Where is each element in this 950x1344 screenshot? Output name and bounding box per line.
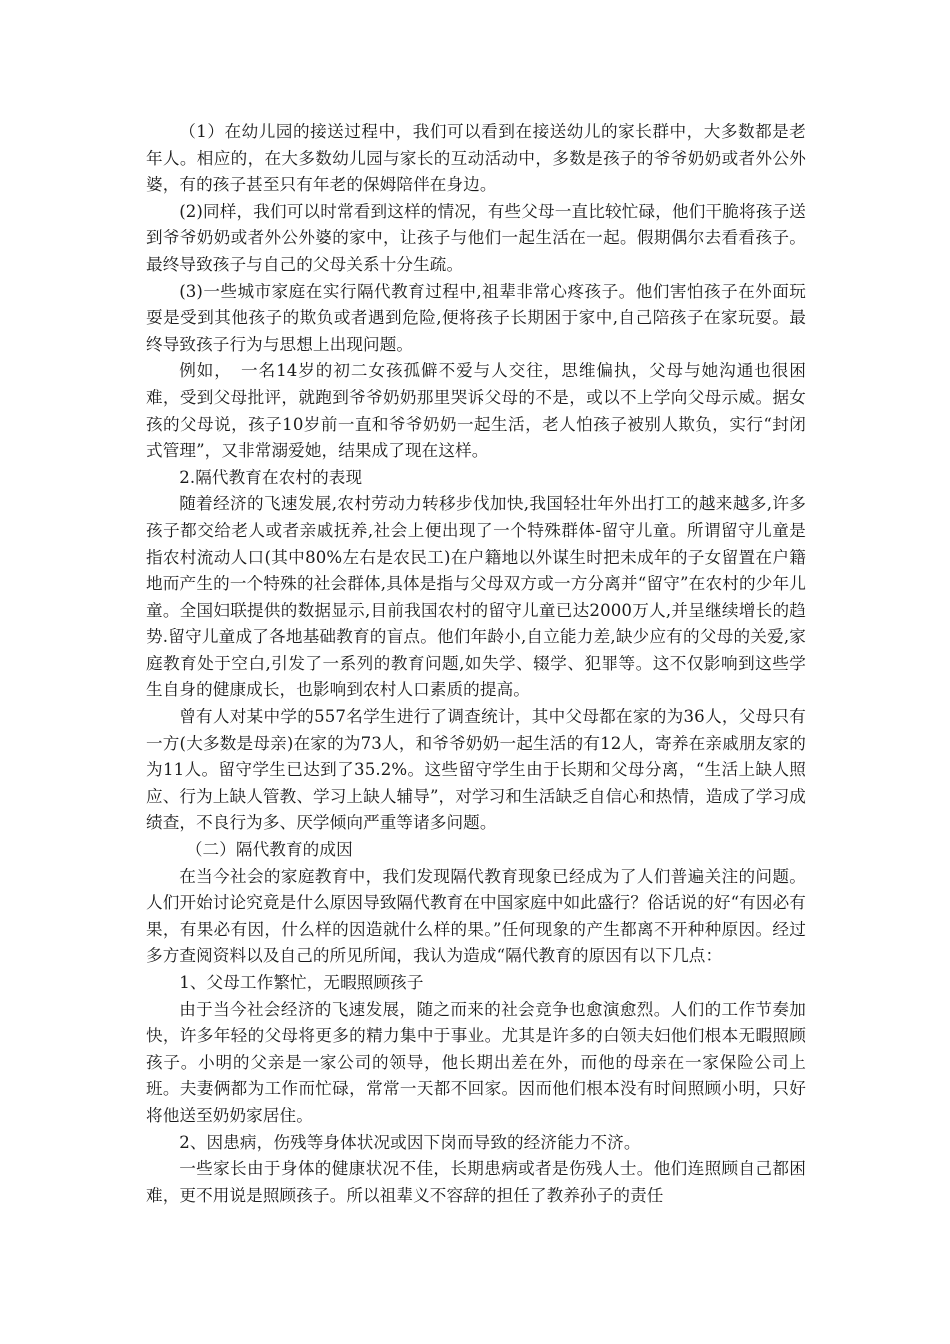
paragraph-busy-parents: (2)同样，我们可以时常看到这样的情况，有些父母一直比较忙碌，他们干脆将孩子送到爷爷奶奶或者外公外婆的家中，让孩子与他们一起生活在一起。假期偶尔去看看孩子。最终导致孩子与自己的父母关系十分生疏。 — [146, 201, 806, 274]
section-heading-rural: 2.隔代教育在农村的表现 — [179, 467, 363, 487]
subheading-cause-1: 1、父母工作繁忙，无暇照顾孩子 — [179, 973, 424, 992]
paragraph-causes-intro: 在当今社会的家庭教育中，我们发现隔代教育现象已经成为了人们普遍关注的问题。人们开始讨论究竟是什么原因导致隔代教育在中国家庭中如此盛行？俗话说的好“有因必有果，有果必有因，什么样的因造就什么样的果。”任何现象的产生都离不开种种原因。经过多方查阅资料以及自己的所见所闻，我认为造成“隔代教育的原因有以下几点： — [146, 866, 806, 966]
paragraph-kindergarten: （1）在幼儿园的接送过程中，我们可以看到在接送幼儿的家长群中，大多数都是老年人。相应的，在大多数幼儿园与家长的互动活动中，多数是孩子的爷爷奶奶或者外公外婆，有的孩子甚至只有年老的保姆陪伴在身边。 — [146, 122, 806, 195]
subheading-cause-2: 2、因患病，伤残等身体状况或因下岗而导致的经济能力不济。 — [179, 1132, 641, 1152]
paragraph-example: 例如， 一名14岁的初二女孩孤僻不爱与人交往，思维偏执，父母与她沟通也很困难，受到父母批评，就跑到爷爷奶奶那里哭诉父母的不是，或以不上学向父母示威。据女孩的父母说，孩子10岁前一直和爷爷奶奶一起生活，老人怕孩子被别人欺负，实行“封闭式管理”，又非常溺爱她，结果成了现在这样。 — [146, 361, 806, 461]
paragraph-left-behind-children: 随着经济的飞速发展,农村劳动力转移步伐加快,我国轻壮年外出打工的越来越多,许多孩子都交给老人或者亲戚抚养,社会上便出现了一个特殊群体-留守儿童。所谓留守儿童是指农村流动人口(其中80%左右是农民工)在户籍地以外谋生时把未成年的子女留置在户籍地而产生的一个特殊的社会群体,具体是指与父母双方或一方分离并“留守”在农村的少年儿童。全国妇联提供的数据显示,目前我国农村的留守儿童已达2000万人,并呈继续增长的趋势.留守儿童成了各地基础教育的盲点。他们年龄小,自立能力差,缺少应有的父母的关爱,家庭教育处于空白,引发了一系列的教育问题,如失学、辍学、犯罪等。这不仅影响到这些学生自身的健康成长，也影响到农村人口素质的提高。 — [146, 494, 806, 700]
paragraph-cause-1: 由于当今社会经济的飞速发展，随之而来的社会竞争也愈演愈烈。人们的工作节奏加快，许多年轻的父母将更多的精力集中于事业。尤其是许多的白领夫妇他们根本无暇照顾孩子。小明的父亲是一家公司的领导，他长期出差在外，而他的母亲在一家保险公司上班。夫妻俩都为工作而忙碌，常常一天都不回家。因而他们根本没有时间照顾小明，只好将他送至奶奶家居住。 — [146, 999, 806, 1125]
paragraph-cause-2: 一些家长由于身体的健康状况不佳，长期患病或者是伤残人士。他们连照顾自己都困难，更不用说是照顾孩子。所以祖辈义不容辞的担任了教养孙子的责任 — [146, 1159, 806, 1205]
document-body — [146, 119, 806, 1209]
paragraph-city-families: (3)一些城市家庭在实行隔代教育过程中,祖辈非常心疼孩子。他们害怕孩子在外面玩耍是受到其他孩子的欺负或者遇到危险,便将孩子长期困于家中,自己陪孩子在家玩耍。最终导致孩子行为与思想上出现问题。 — [146, 281, 806, 354]
section-heading-causes: （二）隔代教育的成因 — [185, 840, 353, 860]
paragraph-survey: 曾有人对某中学的557名学生进行了调查统计，其中父母都在家的为36人，父母只有一方(大多数是母亲)在家的为73人，和爷爷奶奶一起生活的有12人，寄养在亲戚朋友家的为11人。留守学生已达到了35.2%。这些留守学生由于长期和父母分离，“生活上缺人照应、行为上缺人管教、学习上缺人辅导”，对学习和生活缺乏自信心和热情，造成了学习成绩查，不良行为多、厌学倾向严重等诸多问题。 — [146, 707, 806, 833]
